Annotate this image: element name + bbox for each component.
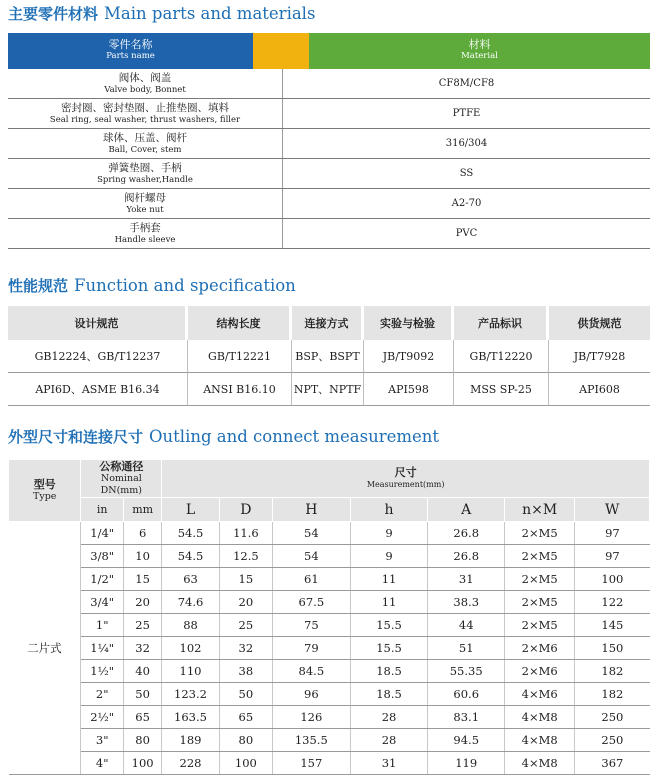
material-row — [8, 129, 650, 159]
part-name-cell — [8, 129, 283, 159]
material-cell: 316/304 — [283, 129, 651, 159]
dimension-cell: 61 — [272, 568, 350, 591]
dimension-cell: 32 — [219, 637, 272, 660]
spec-cell: NPT、NPTF — [292, 373, 364, 406]
dimension-row — [9, 637, 650, 660]
material-cell: CF8M/CF8 — [283, 69, 651, 99]
section-title-specification — [8, 275, 296, 296]
header-accent-block — [253, 33, 309, 69]
dimension-cell: 4×M8 — [505, 752, 575, 775]
spec-cell: API598 — [364, 373, 454, 406]
material-row — [8, 159, 650, 189]
type-en: Type — [32, 491, 57, 502]
material-cell: PVC — [283, 219, 651, 249]
dimension-cell: 88 — [162, 614, 219, 637]
spec-header-cell: 设计规范 — [8, 306, 188, 340]
dimension-cell: 2×M6 — [505, 637, 575, 660]
spec-cell: GB/T12221 — [188, 340, 292, 373]
dimension-cell: 84.5 — [272, 660, 350, 683]
dimension-cell: 80 — [219, 729, 272, 752]
dimension-cell: 97 — [575, 522, 650, 545]
dimension-cell: 11.6 — [219, 522, 272, 545]
dimension-cell: 15.5 — [350, 637, 428, 660]
spec-cell: API608 — [549, 373, 650, 406]
dimension-cell: 97 — [575, 545, 650, 568]
dimension-cell: 102 — [162, 637, 219, 660]
dimension-row — [9, 729, 650, 752]
material-row — [8, 99, 650, 129]
dimension-cell: 2×M5 — [505, 568, 575, 591]
dimension-cell: 182 — [575, 660, 650, 683]
type-header — [9, 460, 81, 522]
spec-header-cell: 实验与检验 — [364, 306, 454, 340]
dimension-cell: 31 — [428, 568, 505, 591]
parts-name-cn: 零件名称 — [108, 38, 153, 51]
dimension-cell: 40 — [123, 660, 161, 683]
dimension-column-header: D — [219, 498, 272, 522]
type-value-cell: 二片式 — [9, 522, 81, 775]
dimension-cell: 189 — [162, 729, 219, 752]
spec-cell: API6D、ASME B16.34 — [8, 373, 188, 406]
dimension-cell: 74.6 — [162, 591, 219, 614]
dimension-cell: 1½" — [81, 660, 124, 683]
dimension-column-header: L — [162, 498, 219, 522]
dimension-row — [9, 683, 650, 706]
spec-cell: GB/T12220 — [454, 340, 549, 373]
title-en: Main parts and materials — [104, 4, 316, 23]
dimension-cell: 18.5 — [350, 660, 428, 683]
dimension-cell: 12.5 — [219, 545, 272, 568]
dimension-cell: 11 — [350, 568, 428, 591]
dimension-cell: 3" — [81, 729, 124, 752]
dimension-cell: 54.5 — [162, 522, 219, 545]
dimension-cell: 20 — [123, 591, 161, 614]
spec-row — [8, 340, 650, 373]
dimension-cell: 100 — [123, 752, 161, 775]
dimension-cell: 79 — [272, 637, 350, 660]
dimension-cell: 28 — [350, 729, 428, 752]
dimension-cell: 60.6 — [428, 683, 505, 706]
dimension-cell: 3/8" — [81, 545, 124, 568]
title-cn: 性能规范 — [8, 277, 69, 295]
parts-name-header — [8, 33, 253, 69]
dimension-cell: 123.2 — [162, 683, 219, 706]
dimension-row — [9, 568, 650, 591]
dimension-cell: 145 — [575, 614, 650, 637]
dimension-cell: 11 — [350, 591, 428, 614]
measurement-header — [162, 460, 650, 498]
dimension-cell: 83.1 — [428, 706, 505, 729]
materials-header-band — [8, 33, 650, 69]
dimension-cell: 38 — [219, 660, 272, 683]
dimension-cell: 2×M5 — [505, 522, 575, 545]
dimension-cell: 18.5 — [350, 683, 428, 706]
measurement-table — [8, 459, 650, 775]
dimension-cell: 2" — [81, 683, 124, 706]
dimension-cell: 122 — [575, 591, 650, 614]
part-name-cn: 球体、压盖、阀杆 — [103, 131, 187, 144]
dimension-cell: 28 — [350, 706, 428, 729]
dimension-cell: 250 — [575, 706, 650, 729]
dimension-cell: 157 — [272, 752, 350, 775]
part-name-en: Ball, Cover, stem — [108, 144, 182, 155]
material-cell: PTFE — [283, 99, 651, 129]
nominal-cn: 公称通径 — [99, 460, 144, 473]
title-en: Function and specification — [74, 276, 296, 295]
dimension-cell: 54 — [272, 545, 350, 568]
dimension-cell: 67.5 — [272, 591, 350, 614]
section-title-measurement — [8, 426, 439, 447]
dimension-cell: 119 — [428, 752, 505, 775]
part-name-en: Yoke nut — [126, 204, 164, 215]
material-cn: 材料 — [468, 38, 491, 51]
dimension-cell: 2×M6 — [505, 660, 575, 683]
part-name-en: Handle sleeve — [114, 234, 176, 245]
dimension-column-header: W — [575, 498, 650, 522]
dimension-cell: 38.3 — [428, 591, 505, 614]
spec-cell: JB/T7928 — [549, 340, 650, 373]
part-name-cell — [8, 189, 283, 219]
part-name-cell — [8, 99, 283, 129]
title-en: Outling and connect measurement — [149, 427, 440, 446]
dimension-cell: 15 — [219, 568, 272, 591]
material-header — [309, 33, 650, 69]
spec-header-cell: 产品标识 — [454, 306, 549, 340]
material-cell: SS — [283, 159, 651, 189]
spec-cell: MSS SP-25 — [454, 373, 549, 406]
dimension-cell: 26.8 — [428, 522, 505, 545]
dimension-cell: 26.8 — [428, 545, 505, 568]
dimension-cell: 65 — [123, 706, 161, 729]
dimension-cell: 94.5 — [428, 729, 505, 752]
part-name-cn: 弹簧垫圈、手柄 — [108, 161, 182, 174]
dimension-cell: 15.5 — [350, 614, 428, 637]
dimension-column-header: n×M — [505, 498, 575, 522]
spec-cell: ANSI B16.10 — [188, 373, 292, 406]
part-name-cn: 阀体、阀盖 — [118, 71, 172, 84]
nominal-header — [81, 460, 162, 498]
dimension-cell: 51 — [428, 637, 505, 660]
nominal-en: Nominal DN(mm) — [100, 473, 143, 496]
material-cell: A2-70 — [283, 189, 651, 219]
dimension-cell: 163.5 — [162, 706, 219, 729]
dimension-cell: 228 — [162, 752, 219, 775]
spec-cell: BSP、BSPT — [292, 340, 364, 373]
dimension-cell: 75 — [272, 614, 350, 637]
title-cn: 外型尺寸和连接尺寸 — [8, 428, 144, 446]
dimension-cell: 135.5 — [272, 729, 350, 752]
dimension-cell: 54.5 — [162, 545, 219, 568]
material-row — [8, 189, 650, 219]
dimension-cell: 50 — [219, 683, 272, 706]
spec-header-cell: 供货规范 — [549, 306, 650, 340]
dimension-cell: 3/4" — [81, 591, 124, 614]
dimension-cell: 2½" — [81, 706, 124, 729]
part-name-cell — [8, 69, 283, 99]
part-name-en: Spring washer,Handle — [97, 174, 193, 185]
dimension-cell: 9 — [350, 545, 428, 568]
spec-header-cell: 结构长度 — [188, 306, 292, 340]
dimension-cell: 100 — [219, 752, 272, 775]
dimension-cell: 126 — [272, 706, 350, 729]
dimension-cell: 65 — [219, 706, 272, 729]
dimension-cell: 1¼" — [81, 637, 124, 660]
dimension-row — [9, 752, 650, 775]
dimension-cell: 54 — [272, 522, 350, 545]
part-name-cell — [8, 219, 283, 249]
part-name-en: Valve body, Bonnet — [104, 84, 186, 95]
dimension-cell: 1/4" — [81, 522, 124, 545]
dimension-cell: 50 — [123, 683, 161, 706]
dimension-column-header: h — [350, 498, 428, 522]
parts-name-en: Parts name — [106, 51, 155, 61]
dimension-cell: 4×M6 — [505, 683, 575, 706]
dimension-row — [9, 706, 650, 729]
dimension-cell: 96 — [272, 683, 350, 706]
spec-header-cell: 连接方式 — [292, 306, 364, 340]
dimension-cell: 63 — [162, 568, 219, 591]
dimension-cell: 10 — [123, 545, 161, 568]
dimension-cell: 4×M8 — [505, 706, 575, 729]
material-en: Material — [461, 51, 498, 61]
dimension-cell: 1" — [81, 614, 124, 637]
dimension-cell: 150 — [575, 637, 650, 660]
dimension-cell: 80 — [123, 729, 161, 752]
dimension-cell: 250 — [575, 729, 650, 752]
dimension-cell: 9 — [350, 522, 428, 545]
material-row — [8, 69, 650, 99]
dimension-row — [9, 614, 650, 637]
dimension-cell: 44 — [428, 614, 505, 637]
part-name-cn: 阀杆螺母 — [124, 191, 166, 204]
dimension-cell: 367 — [575, 752, 650, 775]
dimension-cell: 110 — [162, 660, 219, 683]
in-header: in — [81, 498, 124, 522]
spec-cell: JB/T9092 — [364, 340, 454, 373]
dimension-cell: 31 — [350, 752, 428, 775]
dimension-cell: 100 — [575, 568, 650, 591]
dimension-row — [9, 660, 650, 683]
dimension-cell: 2×M5 — [505, 591, 575, 614]
dimension-cell: 55.35 — [428, 660, 505, 683]
spec-row — [8, 373, 650, 406]
dimension-cell: 15 — [123, 568, 161, 591]
dimension-cell: 20 — [219, 591, 272, 614]
dimension-cell: 25 — [123, 614, 161, 637]
dimension-row — [9, 591, 650, 614]
part-name-cn: 手柄套 — [129, 221, 161, 234]
dimension-cell: 25 — [219, 614, 272, 637]
dimension-cell: 4×M8 — [505, 729, 575, 752]
measurement-cn: 尺寸 — [394, 466, 417, 479]
dimension-cell: 32 — [123, 637, 161, 660]
mm-header: mm — [123, 498, 161, 522]
part-name-cn: 密封圈、密封垫圈、止推垫圈、填料 — [61, 101, 229, 114]
dimension-column-header: H — [272, 498, 350, 522]
dimension-cell: 2×M5 — [505, 614, 575, 637]
type-cn: 型号 — [33, 478, 56, 491]
dimension-cell: 1/2" — [81, 568, 124, 591]
dimension-row — [9, 545, 650, 568]
dimension-row — [9, 522, 650, 545]
measurement-en: Measurement(mm) — [366, 480, 445, 489]
dimension-cell: 6 — [123, 522, 161, 545]
section-title-materials — [8, 3, 315, 24]
dimension-cell: 4" — [81, 752, 124, 775]
specification-table — [8, 306, 650, 406]
spec-cell: GB12224、GB/T12237 — [8, 340, 188, 373]
dimension-cell: 2×M5 — [505, 545, 575, 568]
part-name-cell — [8, 159, 283, 189]
title-cn: 主要零件材料 — [8, 5, 99, 23]
materials-table — [8, 69, 650, 249]
material-row — [8, 219, 650, 249]
dimension-cell: 182 — [575, 683, 650, 706]
part-name-en: Seal ring, seal washer, thrust washers, filler — [49, 114, 241, 125]
dimension-column-header: A — [428, 498, 505, 522]
